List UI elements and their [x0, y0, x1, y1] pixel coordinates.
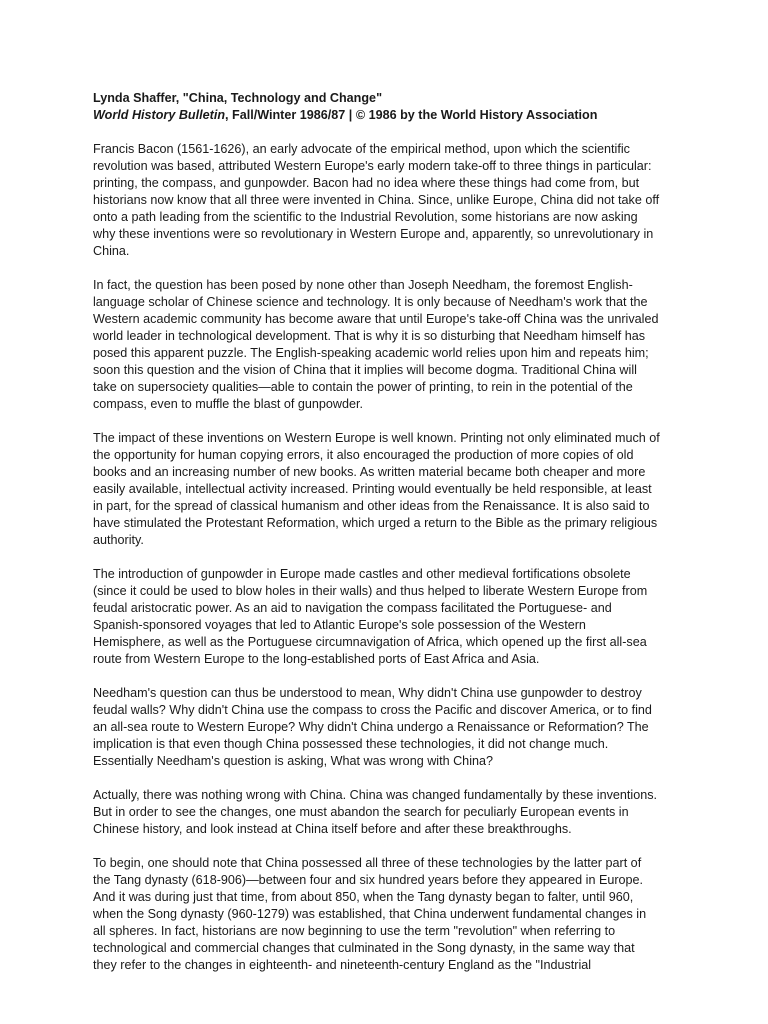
text-line: compass, even to muffle the blast of gunpowder.: [93, 397, 363, 411]
text-line: China.: [93, 244, 130, 258]
text-line: And it was during just that time, from about 850, when the Tang dynasty began to falter, until 960,: [93, 890, 634, 904]
paragraph: [93, 787, 705, 838]
text-line: To begin, one should note that China possessed all three of these technologies by the latter part of: [93, 856, 642, 870]
text-line: Spanish-sponsored voyages that led to Atlantic Europe's sole possession of the Western: [93, 618, 586, 632]
paragraph: [93, 685, 705, 770]
text-line: But in order to see the changes, one must abandon the search for peculiarly European events in: [93, 805, 629, 819]
text-line: Chinese history, and look instead at China itself before and after these breakthroughs.: [93, 822, 572, 836]
text-line: books and an increasing number of new books. As written material became both cheaper and more: [93, 465, 646, 479]
text-line: the opportunity for human copying errors, it also encouraged the production of more copies of old: [93, 448, 634, 462]
paragraph: [93, 430, 705, 549]
text-line: Needham's question can thus be understood to mean, Why didn't China use gunpowder to destroy: [93, 686, 642, 700]
text-line: soon this question and the vision of China that it implies will become dogma. Traditional China will: [93, 363, 637, 377]
text-line: why these inventions were so revolutionary in Western Europe and, apparently, so unrevolutionary in: [93, 227, 654, 241]
text-line: revolution was based, attributed Western Europe's early modern take-off to three things in particular:: [93, 159, 652, 173]
text-line: The introduction of gunpowder in Europe made castles and other medieval fortifications obsolete: [93, 567, 631, 581]
text-line: have stimulated the Protestant Reformation, which urged a return to the Bible as the primary religious: [93, 516, 658, 530]
journal-name: World History Bulletin: [93, 108, 226, 122]
text-line: posed this apparent puzzle. The English-speaking academic world relies upon him and repeats him;: [93, 346, 649, 360]
text-line: they refer to the changes in eighteenth- and nineteenth-century England as the "Industrial: [93, 958, 592, 972]
text-line: when the Song dynasty (960-1279) was established, that China underwent fundamental changes in: [93, 907, 647, 921]
article-title: Lynda Shaffer, "China, Technology and Change": [93, 91, 383, 105]
citation-header: [93, 90, 705, 124]
text-line: printing, the compass, and gunpowder. Bacon had no idea where these things had come from, but: [93, 176, 640, 190]
document-page: [93, 90, 705, 991]
text-line: Western academic community has become aware that until Europe's take-off China was the unrivaled: [93, 312, 659, 326]
article-body: [93, 141, 705, 974]
text-line: (since it could be used to blow holes in their walls) and thus helped to liberate Western Europe from: [93, 584, 648, 598]
text-line: easily available, intellectual activity increased. Printing would eventually be held responsible, at least: [93, 482, 652, 496]
text-line: authority.: [93, 533, 144, 547]
text-line: Francis Bacon (1561-1626), an early advocate of the empirical method, upon which the scientific: [93, 142, 630, 156]
text-line: take on supersociety qualities—able to contain the power of printing, to rein in the potential of the: [93, 380, 633, 394]
text-line: world leader in technological development. That is why it is so disturbing that Needham himself has: [93, 329, 646, 343]
text-line: Hemisphere, as well as the Portuguese circumnavigation of Africa, which opened up the first all-sea: [93, 635, 647, 649]
text-line: route from Western Europe to the long-established ports of East Africa and Asia.: [93, 652, 540, 666]
text-line: historians now know that all three were invented in China. Since, unlike Europe, China did not take off: [93, 193, 660, 207]
text-line: an all-sea route to Western Europe? Why didn't China undergo a Renaissance or Reformation? The: [93, 720, 649, 734]
text-line: language scholar of Chinese science and technology. It is only because of Needham's work that the: [93, 295, 648, 309]
paragraph: [93, 855, 705, 974]
text-line: Actually, there was nothing wrong with China. China was changed fundamentally by these inventions.: [93, 788, 658, 802]
text-line: Essentially Needham's question is asking, What was wrong with China?: [93, 754, 493, 768]
text-line: The impact of these inventions on Western Europe is well known. Printing not only eliminated much of: [93, 431, 660, 445]
text-line: onto a path leading from the scientific to the Industrial Revolution, some historians are now asking: [93, 210, 638, 224]
paragraph: [93, 566, 705, 668]
text-line: feudal walls? Why didn't China use the compass to cross the Pacific and discover America, or to find: [93, 703, 652, 717]
paragraph: [93, 277, 705, 413]
text-line: the Tang dynasty (618-906)—between four and six hundred years before they appeared in Europe.: [93, 873, 644, 887]
text-line: In fact, the question has been posed by none other than Joseph Needham, the foremost English-: [93, 278, 633, 292]
text-line: feudal aristocratic power. As an aid to navigation the compass facilitated the Portuguese- and: [93, 601, 612, 615]
text-line: in part, for the spread of classical humanism and other ideas from the Renaissance. It is also said to: [93, 499, 650, 513]
paragraph: [93, 141, 705, 260]
text-line: technological and commercial changes that culminated in the Song dynasty, in the same way that: [93, 941, 635, 955]
publication-line: [93, 107, 705, 124]
text-line: all spheres. In fact, historians are now beginning to use the term "revolution" when referring to: [93, 924, 616, 938]
text-line: implication is that even though China possessed these technologies, it did not change much.: [93, 737, 609, 751]
publication-details: , Fall/Winter 1986/87 | © 1986 by the World History Association: [225, 108, 598, 122]
